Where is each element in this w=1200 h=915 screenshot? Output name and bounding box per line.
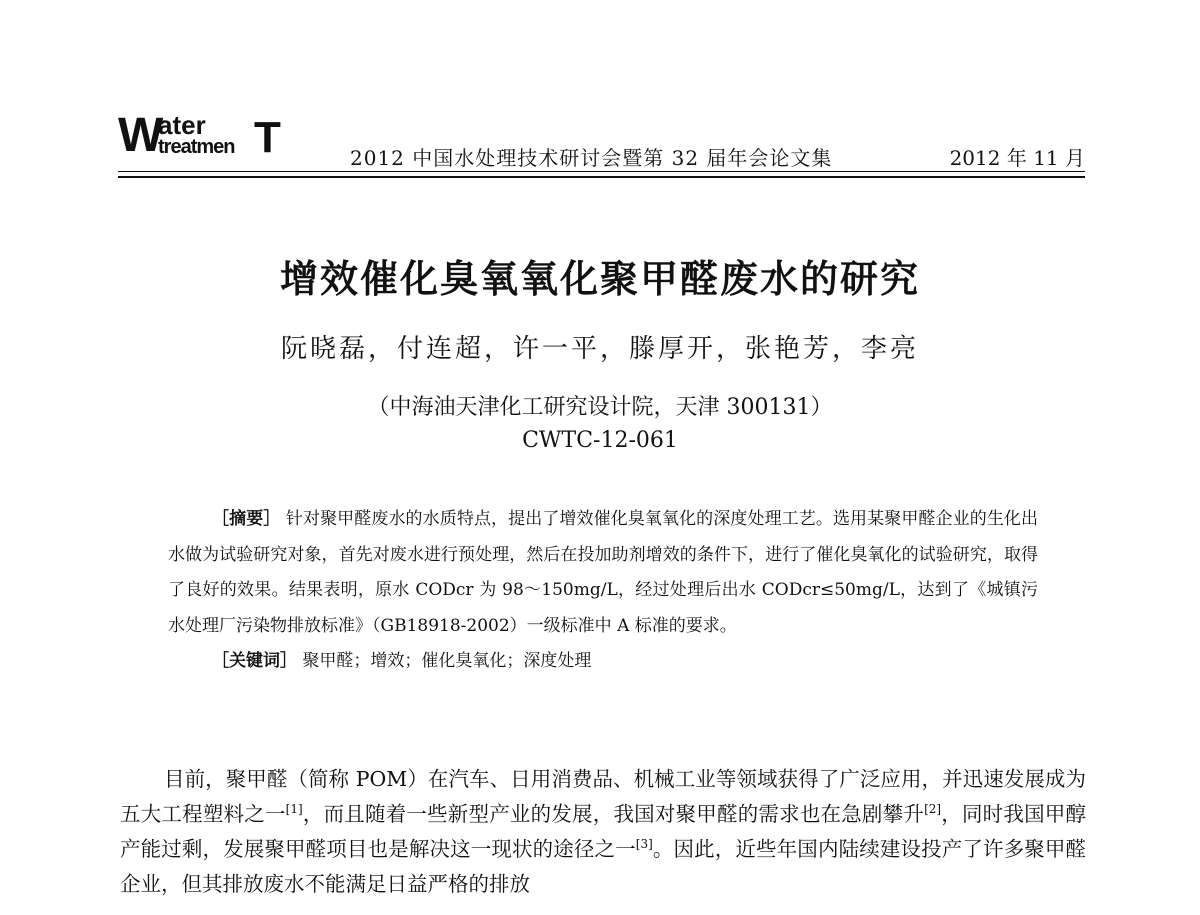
abstract-paragraph [168,502,1038,644]
keywords-text: 聚甲醛；增效；催化臭氧化；深度处理 [302,651,592,671]
conference-title: 2012 中国水处理技术研讨会暨第 32 届年会论文集 [350,146,833,170]
paper-code: CWTC-12-061 [522,428,678,453]
keywords-paragraph [212,644,1038,680]
conference-date: 2012 年 11 月 [949,146,1085,170]
citation-ref[interactable]: [2] [924,802,942,817]
header-rule-thin [118,171,1085,172]
body-text-segment: ，而且随着一些新型产业的发展，我国对聚甲醛的需求也在急剧攀升 [302,802,925,826]
logo-ater-glyph: ater [158,110,206,140]
abstract-label: ［摘要］ [212,509,281,529]
paper-title: 增效催化臭氧氧化聚甲醛废水的研究 [279,257,920,301]
citation-ref[interactable]: [3] [635,837,653,852]
logo-treatment-glyph: treatmen [158,136,235,158]
water-treatment-logo [118,109,281,164]
logo-w-glyph: W [118,109,162,162]
header-rule-thick [118,176,1085,178]
citation-ref[interactable]: [1] [285,802,303,817]
abstract-section [168,502,1038,680]
logo-t-glyph: T [254,113,281,162]
body-text-segment: 。因此，近些年国内陆续建设投产了许多聚甲醛企业，但其排放废水不能满足日益严格的排放 [120,837,1087,896]
paper-affiliation: （中海油天津化工研究设计院，天津 300131） [367,395,833,420]
body-text-segment: 目前，聚甲醛（简称 POM）在汽车、日用消费品、机械工业等领域获得了广泛应用，并迅速发展成为五大工程塑料之一 [120,767,1086,826]
paper-authors: 阮晓磊，付连超，许一平，滕厚开，张艳芳，李亮 [280,334,919,364]
abstract-text: 针对聚甲醛废水的水质特点，提出了增效催化臭氧氧化的深度处理工艺。选用某聚甲醛企业的生化出水做为试验研究对象，首先对废水进行预处理，然后在投加助剂增效的条件下，进行了催化臭氧化的试验研究，取得了良好的效果。结果表明，原水 CODcr 为 98～150mg/L，经过处理后出水 CODcr≤50mg/L，达到了《城镇污水处理厂污染物排放标准》（GB18918-2002）一级标准中 A 标准的要求。 [168,509,1039,636]
body-text [120,762,1086,902]
body-paragraph [120,762,1086,902]
body-text-segment: ，同时我国甲醇产能过剩，发展聚甲醛项目也是解决这一现状的途径之一 [120,802,1087,861]
keywords-label: ［关键词］ [212,651,297,671]
